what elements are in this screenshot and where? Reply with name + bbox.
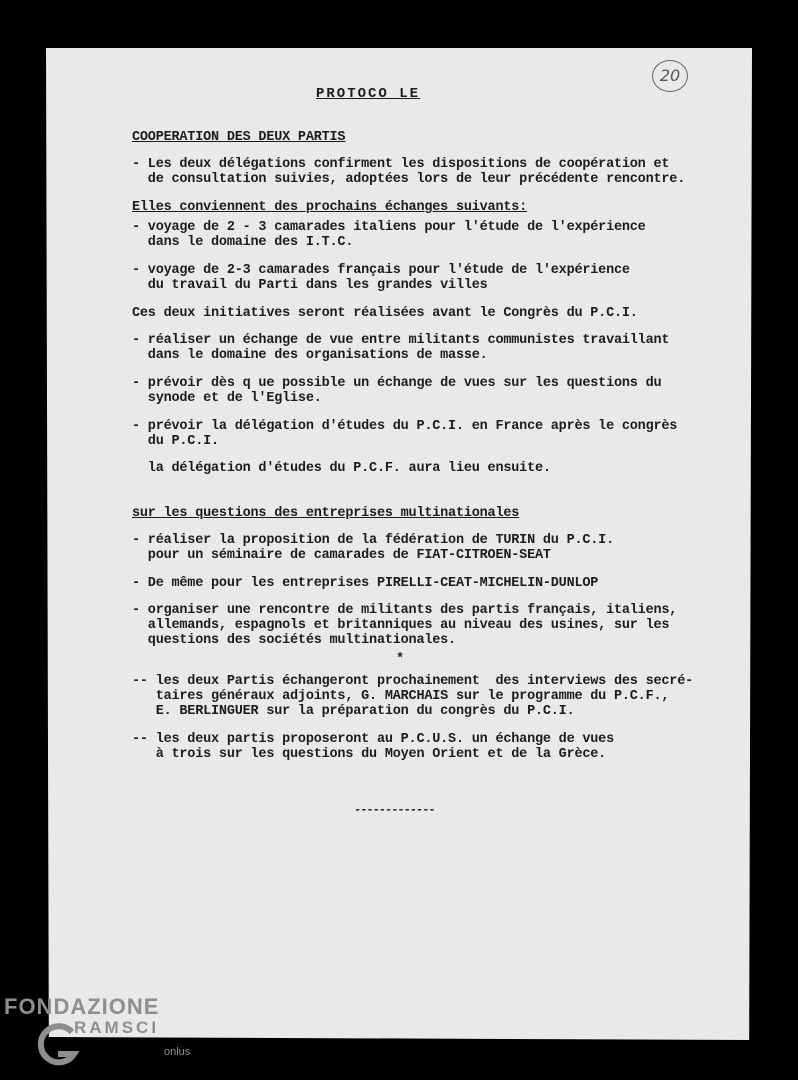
list-item-line: questions des sociétés multinationales. <box>132 633 456 648</box>
list-item-line: taires généraux adjoints, G. MARCHAIS sur le programme du P.C.F., <box>132 689 670 704</box>
list-item: - prévoir dès q ue possible un échange de vues sur les questions du <box>132 376 662 391</box>
watermark-line3: onlus <box>164 1046 191 1058</box>
document-title: PROTOCO LE <box>316 86 421 102</box>
list-item: -- les deux partis proposeront au P.C.U.S. un échange de vues <box>132 732 614 747</box>
watermark-logo <box>4 994 191 1058</box>
list-item: -- les deux Partis échangeront prochainement des interviews des secré- <box>132 674 693 689</box>
section-heading-multinationals: sur les questions des entreprises multinationales <box>132 506 520 521</box>
list-item: - De même pour les entreprises PIRELLI-CEAT-MICHELIN-DUNLOP <box>132 576 599 591</box>
list-item: - prévoir la délégation d'études du P.C.I. en France après le congrès <box>132 419 678 434</box>
list-item-line: pour un séminaire de camarades de FIAT-CITROEN-SEAT <box>132 548 551 563</box>
paragraph-line: de consultation suivies, adoptées lors de leur précédente rencontre. <box>132 172 686 187</box>
list-item-line: dans le domaine des organisations de masse. <box>132 348 488 363</box>
watermark-line2: RAMSCI <box>74 1018 160 1037</box>
page-number-annotation: 20 <box>652 60 688 92</box>
list-item-line: la délégation d'études du P.C.F. aura lieu ensuite. <box>132 461 551 476</box>
list-item: - voyage de 2 - 3 camarades italiens pour l'étude de l'expérience <box>132 220 646 235</box>
list-item-line: allemands, espagnols et britanniques au niveau des usines, sur les <box>132 618 670 633</box>
list-item: - organiser une rencontre de militants des partis français, italiens, <box>132 603 678 618</box>
paragraph-line: Ces deux initiatives seront réalisées avant le Congrès du P.C.I. <box>132 306 638 321</box>
end-rule: ------------- <box>354 803 435 817</box>
exchanges-heading: Elles conviennent des prochains échanges suivants: <box>132 200 528 215</box>
list-item: - réaliser un échange de vue entre militants communistes travaillant <box>132 333 670 348</box>
paragraph-line: - Les deux délégations confirment les dispositions de coopération et <box>132 157 670 172</box>
list-item: - voyage de 2-3 camarades français pour l'étude de l'expérience <box>132 263 630 278</box>
section-heading-cooperation: COOPERATION DES DEUX PARTIS <box>132 130 346 145</box>
list-item-line: du travail du Parti dans les grandes villes <box>132 278 488 293</box>
list-item-line: dans le domaine des I.T.C. <box>132 235 354 250</box>
asterisk-separator: * <box>396 652 404 667</box>
list-item-line: à trois sur les questions du Moyen Orient et de la Grèce. <box>132 747 607 762</box>
list-item-line: synode et de l'Eglise. <box>132 391 322 406</box>
list-item: - réaliser la proposition de la fédération de TURIN du P.C.I. <box>132 533 614 548</box>
list-item-line: E. BERLINGUER sur la préparation du congrès du P.C.I. <box>132 704 575 719</box>
list-item-line: du P.C.I. <box>132 434 219 449</box>
watermark-line1: FONDAZIONE <box>4 994 160 1019</box>
